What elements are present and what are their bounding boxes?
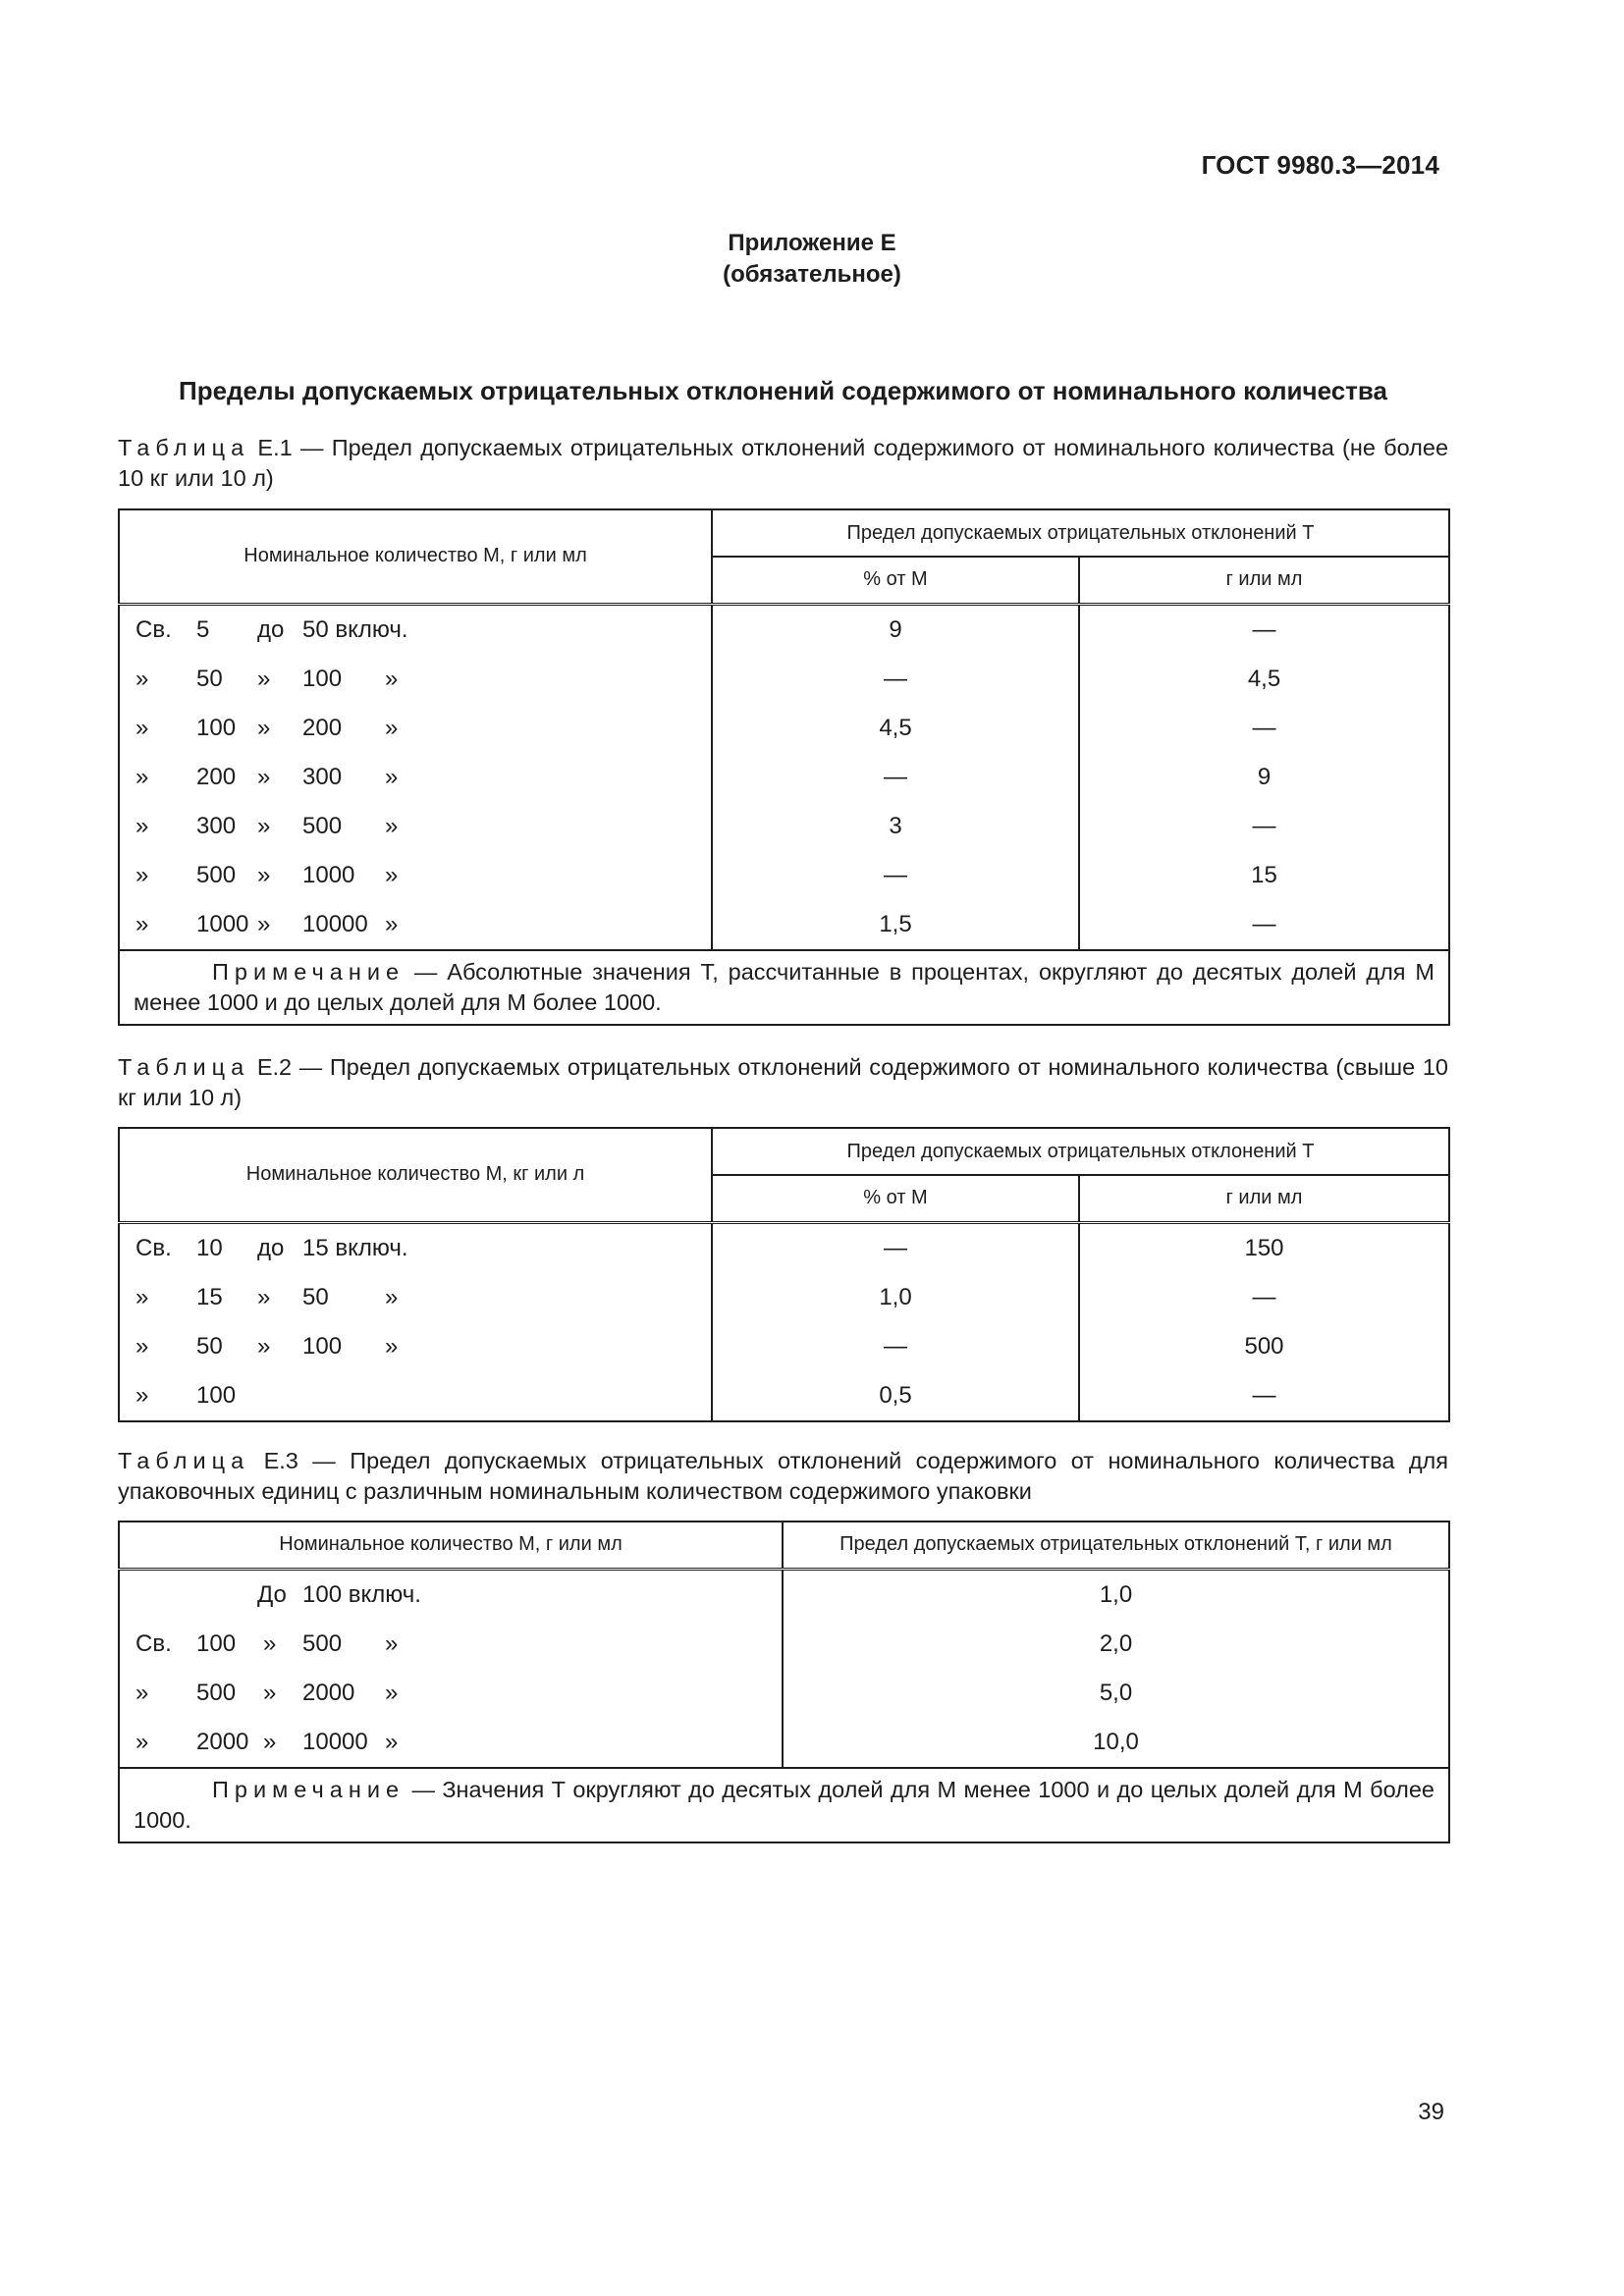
table3-row-1-value: 1,0 xyxy=(783,1569,1449,1620)
table1-caption xyxy=(118,433,1448,494)
appendix-title: Приложение Е xyxy=(728,230,896,256)
range-end: » xyxy=(385,1679,399,1706)
table1-row-1-quantity xyxy=(119,604,712,655)
range-to: 50 xyxy=(302,1283,329,1310)
section-title: Пределы допускаемых отрицательных отклонений содержимого от номинального количества xyxy=(179,376,1387,405)
range-from: 50 xyxy=(196,1332,223,1360)
table2-caption-text: — Предел допускаемых отрицательных отклонений содержимого от номинального количества (свыше 10 кг или 10 л) xyxy=(118,1054,1448,1110)
range-sep: » xyxy=(263,1629,277,1657)
table1-row-4-quantity xyxy=(119,753,712,802)
table1-row-2-quantity xyxy=(119,655,712,704)
table2-header-quantity: Номинальное количество М, кг или л xyxy=(119,1128,712,1222)
table2-row-4-percent: 0,5 xyxy=(712,1371,1079,1421)
range-from: 10 xyxy=(196,1234,223,1261)
table-row xyxy=(119,1569,1449,1620)
range-from: 500 xyxy=(196,1679,237,1706)
range-prefix: » xyxy=(135,1283,149,1310)
range-prefix: Св. xyxy=(135,1629,172,1657)
range-sep: » xyxy=(263,1679,277,1706)
table-row xyxy=(119,1222,1449,1273)
range-sep: » xyxy=(257,763,271,790)
range-sep: » xyxy=(257,910,271,937)
table-row xyxy=(119,1322,1449,1371)
range-end: » xyxy=(385,1728,399,1755)
table1-row-3-units: — xyxy=(1079,704,1449,753)
range-prefix: » xyxy=(135,861,149,888)
table2-row-2-units: — xyxy=(1079,1273,1449,1322)
range-from: 500 xyxy=(196,861,237,888)
range-to: 200 xyxy=(302,714,343,741)
range-prefix: » xyxy=(135,910,149,937)
appendix-heading xyxy=(0,228,1624,291)
range-to: 2000 xyxy=(302,1679,355,1706)
table2-header-percent: % от М xyxy=(712,1175,1079,1222)
table-row xyxy=(119,1718,1449,1768)
table2-header-units: г или мл xyxy=(1079,1175,1449,1222)
table1-row-7-percent: 1,5 xyxy=(712,900,1079,950)
range-to: 50 включ. xyxy=(302,615,408,643)
range-prefix: » xyxy=(135,714,149,741)
range-from: 300 xyxy=(196,812,237,839)
range-sep: » xyxy=(263,1728,277,1755)
table-e2 xyxy=(118,1127,1450,1422)
range-end: » xyxy=(385,1283,399,1310)
table2-row-2-quantity xyxy=(119,1273,712,1322)
table3-note-label: Примечание xyxy=(212,1776,406,1802)
range-prefix: Св. xyxy=(135,615,172,643)
table1-row-7-quantity xyxy=(119,900,712,950)
table3-note-text: — Значения Т округляют до десятых долей для М менее 1000 и до целых долей для М более 1000. xyxy=(134,1776,1435,1833)
range-from: 100 xyxy=(196,714,237,741)
table3-caption-number: Е.3 xyxy=(263,1448,298,1473)
table-row xyxy=(119,604,1449,655)
range-from: 50 xyxy=(196,665,223,692)
table1-header-limit: Предел допускаемых отрицательных отклонений Т xyxy=(712,509,1449,557)
table1-note-text: — Абсолютные значения Т, рассчитанные в процентах, округляют до десятых долей для М менее 1000 и до целых долей для М более 1000. xyxy=(134,958,1435,1015)
table3-header-quantity: Номинальное количество М, г или мл xyxy=(119,1522,783,1569)
range-sep: » xyxy=(257,861,271,888)
table1-row-2-units: 4,5 xyxy=(1079,655,1449,704)
range-to: 15 включ. xyxy=(302,1234,408,1261)
table1-header-percent: % от М xyxy=(712,557,1079,604)
table2-caption-label: Таблица xyxy=(118,1054,250,1080)
table-row xyxy=(119,1371,1449,1421)
table2-header-limit: Предел допускаемых отрицательных отклонений Т xyxy=(712,1128,1449,1175)
table2-caption-number: Е.2 xyxy=(256,1054,293,1080)
table1-row-3-percent: 4,5 xyxy=(712,704,1079,753)
table3-row-3-quantity xyxy=(119,1669,783,1718)
table1-row-4-units: 9 xyxy=(1079,753,1449,802)
table3-caption-label: Таблица xyxy=(118,1448,250,1473)
table-row xyxy=(119,704,1449,753)
range-prefix: Св. xyxy=(135,1234,172,1261)
table3-note xyxy=(119,1768,1449,1842)
table1-caption-number: Е.1 xyxy=(257,435,293,460)
table2-caption xyxy=(118,1052,1448,1113)
table-e1 xyxy=(118,508,1450,1026)
range-from: 15 xyxy=(196,1283,223,1310)
table-row xyxy=(119,753,1449,802)
range-from: 100 xyxy=(196,1629,237,1657)
range-to: 500 xyxy=(302,1629,343,1657)
range-to: 10000 xyxy=(302,910,368,937)
range-prefix: » xyxy=(135,665,149,692)
table3-row-4-value: 10,0 xyxy=(783,1718,1449,1768)
range-end: » xyxy=(385,1332,399,1360)
table3-row-2-quantity xyxy=(119,1620,783,1669)
table3-caption-text: — Предел допускаемых отрицательных отклонений содержимого от номинального количества для упаковочных единиц с различным номинальным количеством содержимого упаковки xyxy=(118,1448,1448,1504)
table1-row-1-percent: 9 xyxy=(712,604,1079,655)
range-sep: до xyxy=(257,1234,285,1261)
range-sep: до xyxy=(257,615,285,643)
range-prefix: » xyxy=(135,763,149,790)
table1-note xyxy=(119,950,1449,1025)
table1-caption-text: — Предел допускаемых отрицательных отклонений содержимого от номинального количества (не более 10 кг или 10 л) xyxy=(118,435,1449,491)
table1-header-units: г или мл xyxy=(1079,557,1449,604)
table3-row-4-quantity xyxy=(119,1718,783,1768)
table-e3 xyxy=(118,1521,1450,1843)
table1-row-3-quantity xyxy=(119,704,712,753)
range-to: 1000 xyxy=(302,861,355,888)
range-sep: » xyxy=(257,1332,271,1360)
range-sep: » xyxy=(257,812,271,839)
table3-caption xyxy=(118,1446,1448,1507)
range-prefix: » xyxy=(135,1679,149,1706)
range-from: 200 xyxy=(196,763,237,790)
table-row xyxy=(119,802,1449,851)
range-to: 10000 xyxy=(302,1728,368,1755)
page-number: 39 xyxy=(1418,2099,1444,2125)
range-end: » xyxy=(385,665,399,692)
table1-row-4-percent: — xyxy=(712,753,1079,802)
range-end: » xyxy=(385,714,399,741)
range-from: До xyxy=(257,1580,287,1608)
range-prefix: » xyxy=(135,1728,149,1755)
table1-row-6-units: 15 xyxy=(1079,851,1449,900)
table1-header-quantity: Номинальное количество М, г или мл xyxy=(119,509,712,604)
table2-row-3-percent: — xyxy=(712,1322,1079,1371)
range-to: 500 xyxy=(302,812,343,839)
table3-row-2-value: 2,0 xyxy=(783,1620,1449,1669)
table2-row-4-quantity xyxy=(119,1371,712,1421)
range-to: 100 xyxy=(302,1332,343,1360)
appendix-status: (обязательное) xyxy=(723,261,901,288)
table2-row-1-quantity xyxy=(119,1222,712,1273)
range-to: 100 xyxy=(302,665,343,692)
table-row xyxy=(119,1620,1449,1669)
range-prefix: » xyxy=(135,1381,149,1409)
range-from: 5 xyxy=(196,615,210,643)
range-prefix: » xyxy=(135,812,149,839)
table-row xyxy=(119,655,1449,704)
range-prefix: » xyxy=(135,1332,149,1360)
table1-row-6-quantity xyxy=(119,851,712,900)
table2-row-2-percent: 1,0 xyxy=(712,1273,1079,1322)
range-sep: » xyxy=(257,714,271,741)
table1-caption-label: Таблица xyxy=(118,435,250,460)
range-end: » xyxy=(385,1629,399,1657)
range-sep: » xyxy=(257,665,271,692)
table1-row-5-percent: 3 xyxy=(712,802,1079,851)
table3-row-3-value: 5,0 xyxy=(783,1669,1449,1718)
document-code: ГОСТ 9980.3—2014 xyxy=(1201,150,1439,180)
table1-row-5-quantity xyxy=(119,802,712,851)
table1-row-6-percent: — xyxy=(712,851,1079,900)
range-from: 2000 xyxy=(196,1728,249,1755)
table2-row-3-units: 500 xyxy=(1079,1322,1449,1371)
range-end: » xyxy=(385,812,399,839)
table1-note-label: Примечание xyxy=(212,958,406,985)
table2-row-1-units: 150 xyxy=(1079,1222,1449,1273)
table2-row-4-units: — xyxy=(1079,1371,1449,1421)
table-row xyxy=(119,1669,1449,1718)
table-row xyxy=(119,851,1449,900)
table1-row-7-units: — xyxy=(1079,900,1449,950)
table-row xyxy=(119,1273,1449,1322)
range-from: 100 xyxy=(196,1381,237,1409)
range-end: » xyxy=(385,763,399,790)
range-sep: 100 включ. xyxy=(302,1580,421,1608)
range-end: » xyxy=(385,910,399,937)
table3-header-limit: Предел допускаемых отрицательных отклонений Т, г или мл xyxy=(783,1522,1449,1569)
table3-row-1-quantity xyxy=(119,1569,783,1620)
range-to: 300 xyxy=(302,763,343,790)
table2-row-3-quantity xyxy=(119,1322,712,1371)
range-from: 1000 xyxy=(196,910,249,937)
table2-row-1-percent: — xyxy=(712,1222,1079,1273)
table-row xyxy=(119,900,1449,950)
table1-row-1-units: — xyxy=(1079,604,1449,655)
table1-row-2-percent: — xyxy=(712,655,1079,704)
range-sep: » xyxy=(257,1283,271,1310)
table1-row-5-units: — xyxy=(1079,802,1449,851)
range-end: » xyxy=(385,861,399,888)
